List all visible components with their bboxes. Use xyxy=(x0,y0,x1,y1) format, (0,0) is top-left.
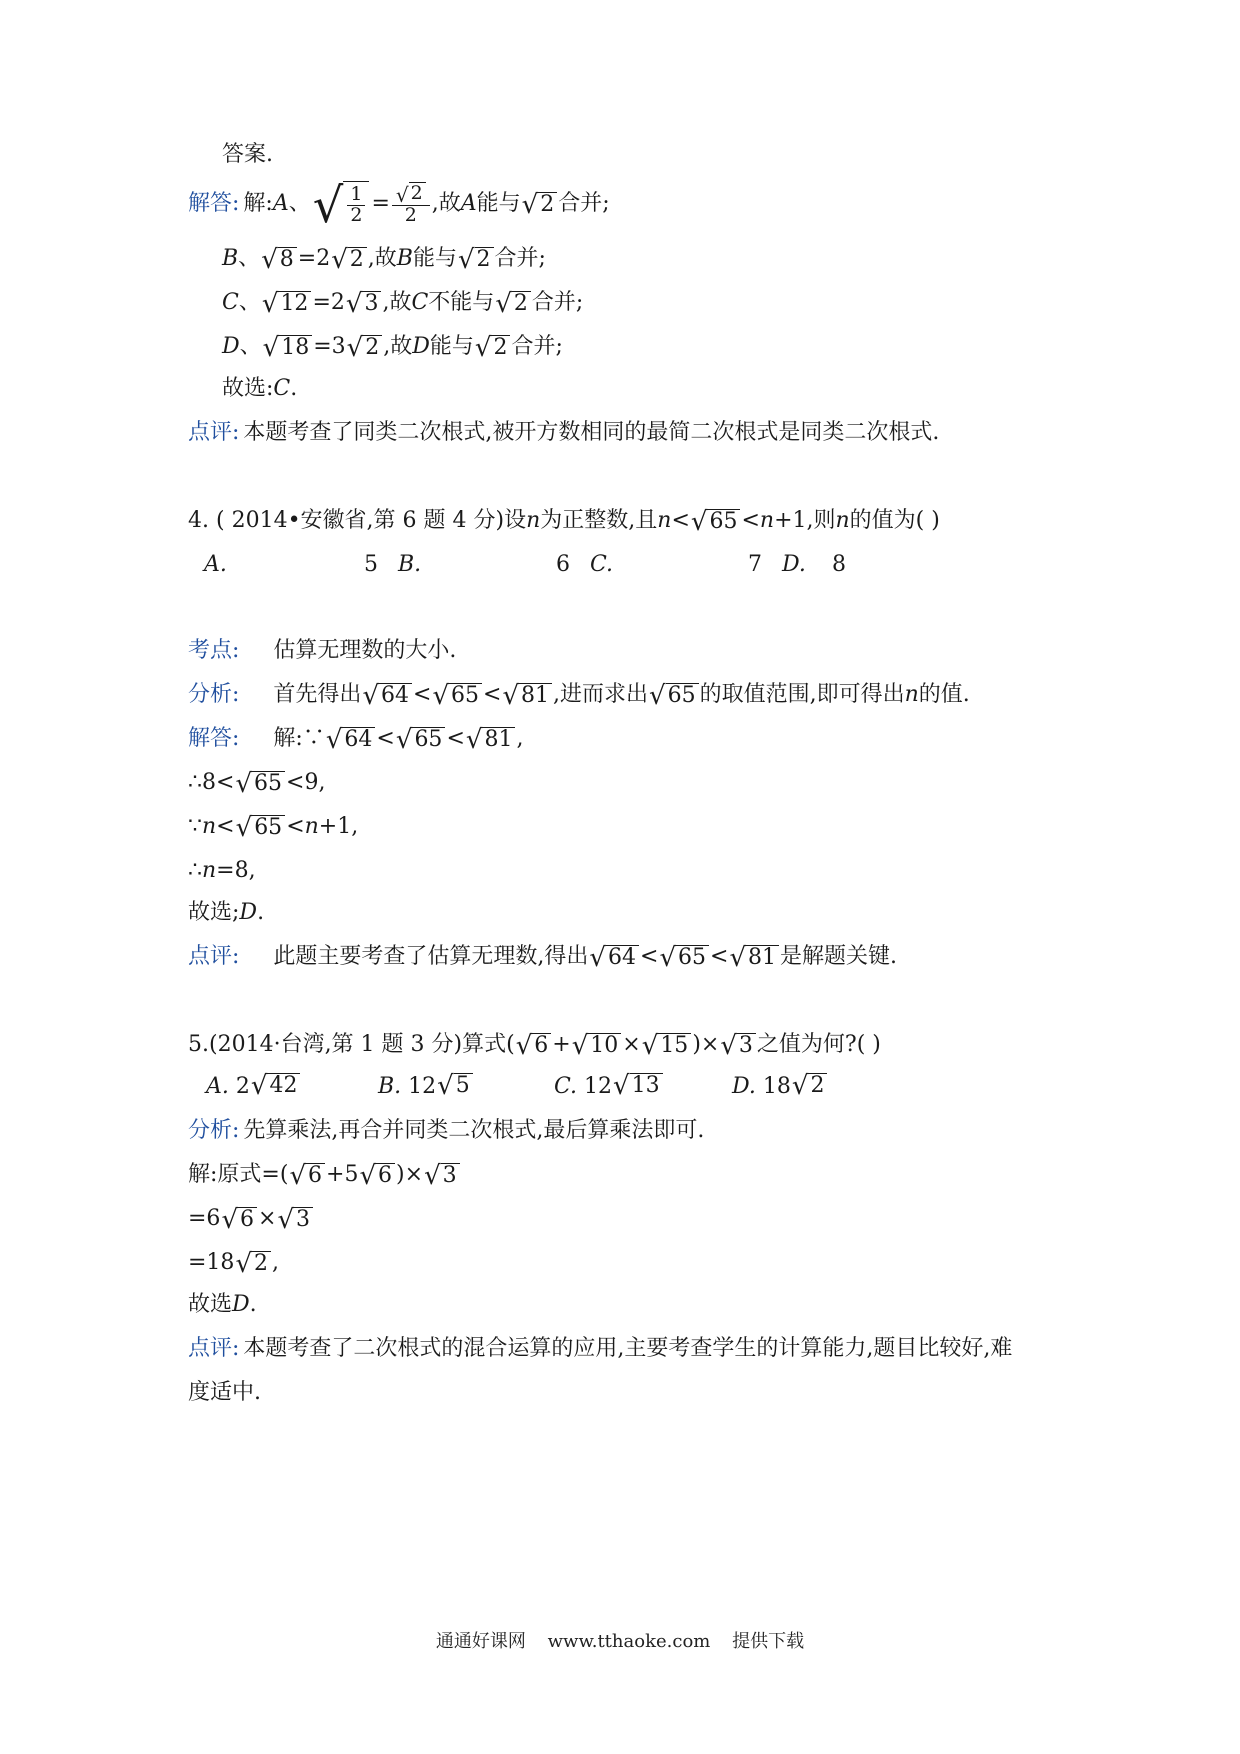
variable-n: n xyxy=(526,508,541,533)
radical: √ 6 xyxy=(516,1032,552,1058)
q4-review xyxy=(188,940,897,974)
radical: √ 12 xyxy=(262,290,312,316)
option-letter: A xyxy=(272,191,289,216)
text: + xyxy=(552,1032,571,1057)
radicand: 2 xyxy=(348,247,367,272)
option-coef: 2 xyxy=(235,1074,250,1099)
q4-jieda xyxy=(188,722,523,756)
result-fraction: √ 2 2 xyxy=(392,182,430,227)
text: ∵ xyxy=(188,814,202,839)
radical: √ 64 xyxy=(589,944,639,970)
radical: √ 65 xyxy=(396,726,446,752)
text: =8, xyxy=(216,858,256,883)
radicand: 65 xyxy=(252,771,285,796)
option-letter: B xyxy=(396,246,413,271)
text: ,故 xyxy=(383,334,413,359)
radical: √ 65 xyxy=(649,682,699,708)
page-footer xyxy=(0,1627,1240,1653)
jieda-label: 解答: xyxy=(188,726,240,751)
variable-n: n xyxy=(759,508,775,533)
radical-fraction: √ $\frac{1}{2}$ xyxy=(313,181,370,227)
radical: √ 42 xyxy=(251,1072,301,1098)
q3-review xyxy=(188,416,939,450)
radicand: 6 xyxy=(376,1163,395,1188)
choice-text: 故选: xyxy=(222,376,274,401)
q3-solution-line-a xyxy=(188,178,610,235)
radical: √ 65 xyxy=(432,682,482,708)
text: 的值为( ) xyxy=(849,508,940,533)
radical: √ 64 xyxy=(362,682,412,708)
text: +1, xyxy=(318,814,359,839)
radical: √ 6 xyxy=(221,1206,257,1232)
radical: √ 13 xyxy=(613,1072,663,1098)
text: 解:原式=( xyxy=(188,1162,289,1187)
radical: √ 3 xyxy=(277,1206,313,1232)
radicand: 65 xyxy=(707,509,740,534)
option-b-letter: B. xyxy=(398,552,422,577)
option-c-letter: C. xyxy=(590,552,614,577)
q5-step-1 xyxy=(188,1158,461,1192)
q4-step-2 xyxy=(188,766,325,800)
text: )× xyxy=(396,1162,424,1187)
question-source: ( 2014•安徽省,第 6 题 4 分)设 xyxy=(216,508,527,533)
q5-step-2 xyxy=(188,1202,314,1236)
radical: √ 65 xyxy=(236,814,286,840)
text: 合并; xyxy=(531,290,584,315)
radicand: 2 xyxy=(475,247,494,272)
radicand: 18 xyxy=(279,335,312,360)
text: =3 xyxy=(313,334,346,359)
radicand: 12 xyxy=(278,291,311,316)
question-number: 5. xyxy=(188,1032,209,1057)
radical: √ 2 xyxy=(235,1250,271,1276)
text: < xyxy=(741,508,760,533)
kaodian-label: 考点: xyxy=(188,638,240,663)
text: 的取值范围,即可得出 xyxy=(699,682,905,707)
radical: √ 15 xyxy=(642,1032,692,1058)
q3-solution-line-c xyxy=(222,286,583,320)
option-coef: 12 xyxy=(584,1074,613,1099)
option-a-letter: A. xyxy=(204,552,227,577)
option-letter: D. xyxy=(732,1074,756,1099)
variable-n: n xyxy=(835,508,850,533)
option-letter: A. xyxy=(206,1074,229,1099)
variable-n: n xyxy=(202,814,217,839)
text: < xyxy=(413,682,432,707)
text: 是解题关键. xyxy=(780,944,898,969)
fenxi-label: 分析: xyxy=(188,682,240,707)
text: < xyxy=(671,508,690,533)
text: < xyxy=(446,726,465,751)
q5-review xyxy=(188,1332,1012,1366)
text: × xyxy=(258,1206,277,1231)
radicand: 2 xyxy=(252,1251,271,1276)
equals-sign: = xyxy=(371,191,390,216)
radicand: 2 xyxy=(491,335,510,360)
radical: √ 6 xyxy=(289,1162,325,1188)
radicand: 65 xyxy=(666,683,699,708)
q5-option-b xyxy=(378,1070,474,1104)
radicand: 3 xyxy=(441,1163,460,1188)
radicand: 15 xyxy=(658,1033,691,1058)
text: < xyxy=(483,682,502,707)
variable-n: n xyxy=(904,682,919,707)
radicand: 10 xyxy=(588,1033,621,1058)
radicand: 65 xyxy=(676,945,709,970)
fenxi-label: 分析: xyxy=(188,1118,240,1143)
radical: √ 2 xyxy=(792,1072,828,1098)
option-letter: C xyxy=(222,290,239,315)
text: . xyxy=(290,376,298,401)
q5-stem xyxy=(188,1028,881,1062)
option-letter: D xyxy=(222,334,240,359)
text: ,故 xyxy=(431,191,461,216)
radical: √ 81 xyxy=(502,682,552,708)
radicand: 6 xyxy=(306,1163,325,1188)
text: , xyxy=(516,726,524,751)
review-label: 点评: xyxy=(188,420,240,445)
radicand: 3 xyxy=(362,291,381,316)
radicand: 5 xyxy=(454,1073,473,1098)
radical: √ 8 xyxy=(261,246,297,272)
review-label: 点评: xyxy=(188,1336,240,1361)
radicand: 81 xyxy=(519,683,552,708)
radicand: 2 xyxy=(512,291,531,316)
q4-step-4 xyxy=(188,854,256,888)
separator: 、 xyxy=(238,290,261,315)
radicand: 65 xyxy=(449,683,482,708)
answer-fragment xyxy=(222,138,273,172)
option-coef: 12 xyxy=(408,1074,437,1099)
text: . xyxy=(249,1292,257,1317)
review-text: 度适中. xyxy=(188,1380,261,1405)
option-letter: B xyxy=(222,246,239,271)
option-letter: A xyxy=(460,191,477,216)
text: =18 xyxy=(188,1250,235,1275)
frac-denominator: 2 xyxy=(350,203,363,226)
option-letter: C xyxy=(411,290,429,315)
separator: 、 xyxy=(288,191,311,216)
frac-numerator: 1 xyxy=(347,185,365,206)
text: < xyxy=(286,814,305,839)
text: × xyxy=(622,1032,641,1057)
radical: √ 18 xyxy=(263,334,313,360)
footer-tail: 提供下载 xyxy=(732,1631,805,1652)
option-c-value: 7 xyxy=(748,552,762,577)
radical: √ 65 xyxy=(235,770,285,796)
radical: √ 65 xyxy=(659,944,709,970)
radicand: 81 xyxy=(482,727,515,752)
q3-choice xyxy=(222,372,297,406)
variable-n: n xyxy=(304,814,319,839)
radicand: 2 xyxy=(363,335,382,360)
option-b-value: 6 xyxy=(556,552,570,577)
text: < xyxy=(216,814,235,839)
text: 故选 xyxy=(188,1292,233,1317)
radicand: 65 xyxy=(252,815,285,840)
radicand: 64 xyxy=(606,945,639,970)
text: =2 xyxy=(297,246,331,271)
radicand: 64 xyxy=(379,683,412,708)
radical: √ 2 xyxy=(331,246,367,272)
radical: √ 6 xyxy=(359,1162,395,1188)
frac-denominator: 2 xyxy=(404,204,417,227)
separator: 、 xyxy=(238,246,261,271)
radicand: 3 xyxy=(737,1033,756,1058)
text: < xyxy=(640,944,659,969)
text: <9, xyxy=(286,770,326,795)
option-letter: D xyxy=(412,334,430,359)
option-a-value: 5 xyxy=(364,552,378,577)
radicand: 6 xyxy=(238,1207,257,1232)
text: 能与 xyxy=(476,191,521,216)
text: ,故 xyxy=(367,246,397,271)
text: 能与 xyxy=(429,334,474,359)
radical: √ 2 xyxy=(522,191,558,217)
text: )× xyxy=(692,1032,720,1057)
text: 能与 xyxy=(412,246,457,271)
text: < xyxy=(710,944,729,969)
q5-choice xyxy=(188,1288,257,1322)
text: 此题主要考查了估算无理数,得出 xyxy=(273,944,589,969)
text: +1,则 xyxy=(774,508,836,533)
option-letter: C. xyxy=(554,1074,578,1099)
q5-step-3 xyxy=(188,1246,279,1280)
fenxi-text: 先算乘法,再合并同类二次根式,最后算乘法即可. xyxy=(243,1118,705,1143)
q4-stem xyxy=(188,504,940,538)
text: 之值为何?( ) xyxy=(756,1032,881,1057)
review-text: 本题考查了二次根式的混合运算的应用,主要考查学生的计算能力,题目比较好,难 xyxy=(243,1336,1013,1361)
footer-site-name: 通通好课网 xyxy=(435,1631,526,1652)
solution-intro: 解: xyxy=(243,191,273,216)
text: < xyxy=(376,726,395,751)
radical: √ 3 xyxy=(346,290,382,316)
question-source: (2014·台湾,第 1 题 3 分)算式( xyxy=(209,1032,515,1057)
text: , xyxy=(272,1250,280,1275)
radical: √ 64 xyxy=(326,726,376,752)
text: 为正整数,且 xyxy=(540,508,658,533)
q4-choice xyxy=(188,896,264,930)
answer-fragment-text: 答案. xyxy=(222,142,273,167)
text: 不能与 xyxy=(428,290,495,315)
footer-url: www.tthaoke.com xyxy=(547,1631,711,1652)
variable-n: n xyxy=(657,508,672,533)
radical: √ 65 xyxy=(691,508,741,534)
text: =2 xyxy=(312,290,345,315)
q5-review-cont xyxy=(188,1376,261,1410)
radical: √ 81 xyxy=(466,726,516,752)
radicand: 65 xyxy=(412,727,445,752)
option-d-letter: D. xyxy=(782,552,806,577)
q5-option-a xyxy=(206,1070,301,1104)
radicand: 81 xyxy=(746,945,779,970)
text: 故选; xyxy=(188,900,240,925)
text: =6 xyxy=(188,1206,221,1231)
radicand: 64 xyxy=(342,727,375,752)
q4-kaodian xyxy=(188,634,456,668)
q3-solution-line-d xyxy=(222,330,563,364)
choice-letter: C xyxy=(273,376,291,401)
radical: √ 3 xyxy=(720,1032,756,1058)
q4-step-3 xyxy=(188,810,358,844)
kaodian-text: 估算无理数的大小. xyxy=(273,638,457,663)
radicand: 2 xyxy=(409,182,426,204)
option-coef: 18 xyxy=(762,1074,791,1099)
radical: √ 2 xyxy=(495,290,531,316)
text: 解:∵ xyxy=(273,726,325,751)
q5-fenxi xyxy=(188,1114,704,1148)
text: +5 xyxy=(326,1162,359,1187)
radicand: 3 xyxy=(294,1207,313,1232)
radical: √ 2 xyxy=(475,334,511,360)
radicand: 6 xyxy=(532,1033,551,1058)
separator: 、 xyxy=(239,334,262,359)
text: ,进而求出 xyxy=(553,682,649,707)
text: ∴8< xyxy=(188,770,235,795)
text: 合并; xyxy=(494,246,546,271)
option-d-value: 8 xyxy=(832,552,846,577)
radical: √ 5 xyxy=(437,1072,473,1098)
text: ∴ xyxy=(188,858,202,883)
radical: √ 10 xyxy=(572,1032,622,1058)
text: 合并; xyxy=(558,191,610,216)
radicand: 42 xyxy=(267,1073,300,1098)
radicand: 13 xyxy=(630,1073,663,1098)
choice-letter: D xyxy=(232,1292,250,1317)
radical: √ 81 xyxy=(729,944,779,970)
radicand: 2 xyxy=(808,1073,827,1098)
radical: √ 2 xyxy=(347,334,383,360)
radical: √ 2 xyxy=(458,246,494,272)
choice-letter: D xyxy=(239,900,258,925)
radicand: 2 xyxy=(538,192,557,217)
q5-option-c xyxy=(554,1070,664,1104)
text: ,故 xyxy=(382,290,412,315)
solution-label: 解答: xyxy=(188,191,240,216)
text: 的值. xyxy=(918,682,970,707)
question-number: 4. xyxy=(188,508,209,533)
text: . xyxy=(257,900,265,925)
q3-solution-line-b xyxy=(222,242,546,276)
q5-option-d xyxy=(732,1070,828,1104)
text: 合并; xyxy=(511,334,563,359)
review-label: 点评: xyxy=(188,944,240,969)
text: 首先得出 xyxy=(273,682,362,707)
radicand: 8 xyxy=(278,247,297,272)
q4-fenxi xyxy=(188,678,970,712)
variable-n: n xyxy=(202,858,217,883)
option-letter: B. xyxy=(378,1074,402,1099)
review-text: 本题考查了同类二次根式,被开方数相同的最简二次根式是同类二次根式. xyxy=(243,420,940,445)
radical: √ 3 xyxy=(424,1162,460,1188)
